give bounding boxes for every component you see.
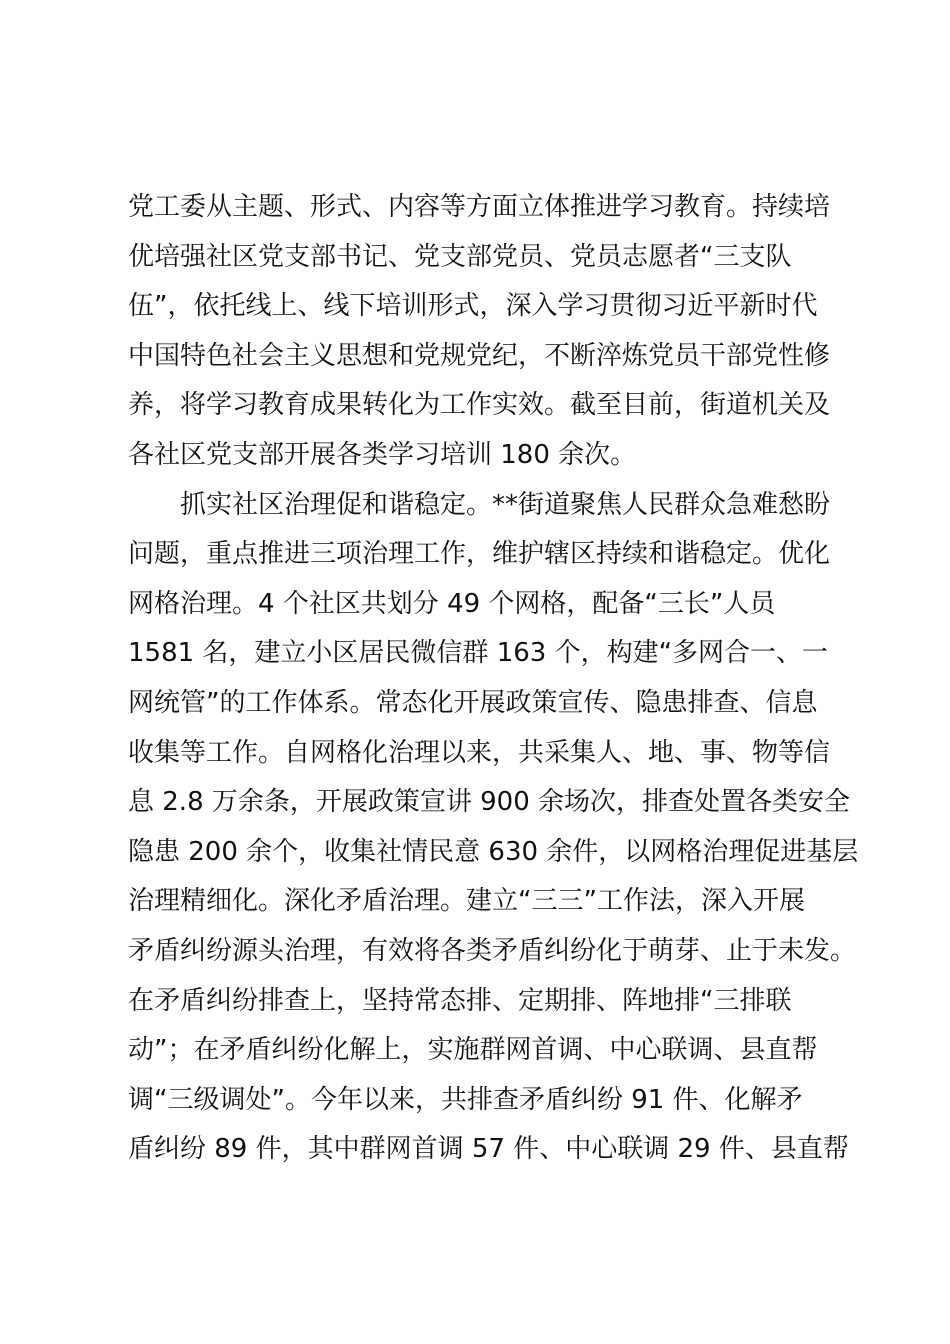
- text-line: 盾纠纷 89 件，其中群网首调 57 件、中心联调 29 件、县直帮: [128, 1134, 849, 1165]
- text-line: 网统管”的工作体系。常态化开展政策宣传、隐患排查、信息: [128, 687, 818, 718]
- text-line: 收集等工作。自网格化治理以来，共采集人、地、事、物等信: [128, 737, 831, 768]
- text-line: 中国特色社会主义思想和党规党纪，不断淬炼党员干部党性修: [128, 340, 831, 371]
- text-line: 养，将学习教育成果转化为工作实效。截至目前，街道机关及: [128, 390, 831, 421]
- text-line: 在矛盾纠纷排查上，坚持常态排、定期排、阵地排“三排联: [128, 985, 792, 1016]
- text-line: 动”；在矛盾纠纷化解上，实施群网首调、中心联调、县直帮: [128, 1035, 818, 1066]
- text-line: 隐患 200 余个，收集社情民意 630 余件，以网格治理促进基层: [128, 836, 859, 867]
- paragraph-first-line: 抓实社区治理促和谐稳定。**街道聚焦人民群众急难愁盼: [180, 489, 831, 520]
- text-line: 矛盾纠纷源头治理，有效将各类矛盾纠纷化于萌芽、止于未发。: [128, 935, 857, 966]
- body-text: [128, 183, 859, 1175]
- text-line: 治理精细化。深化矛盾治理。建立“三三”工作法，深入开展: [128, 886, 805, 917]
- text-line: 党工委从主题、形式、内容等方面立体推进学习教育。持续培: [128, 192, 831, 222]
- text-line: 问题，重点推进三项治理工作，维护辖区持续和谐稳定。优化: [128, 539, 831, 570]
- text-line: 息 2.8 万余条，开展政策宣讲 900 余场次，排查处置各类安全: [128, 787, 851, 818]
- text-line: 伍”，依托线上、线下培训形式，深入学习贯彻习近平新时代: [128, 291, 818, 322]
- text-line: 各社区党支部开展各类学习培训 180 余次。: [128, 439, 637, 470]
- text-line: 调“三级调处”。今年以来，共排查矛盾纠纷 91 件、化解矛: [128, 1084, 803, 1115]
- text-line: 1581 名，建立小区居民微信群 163 个，构建“多网合一、一: [128, 638, 829, 669]
- text-line: 优培强社区党支部书记、党支部党员、党员志愿者“三支队: [128, 241, 792, 272]
- text-line: 网格治理。4 个社区共划分 49 个网格，配备“三长”人员: [128, 588, 776, 619]
